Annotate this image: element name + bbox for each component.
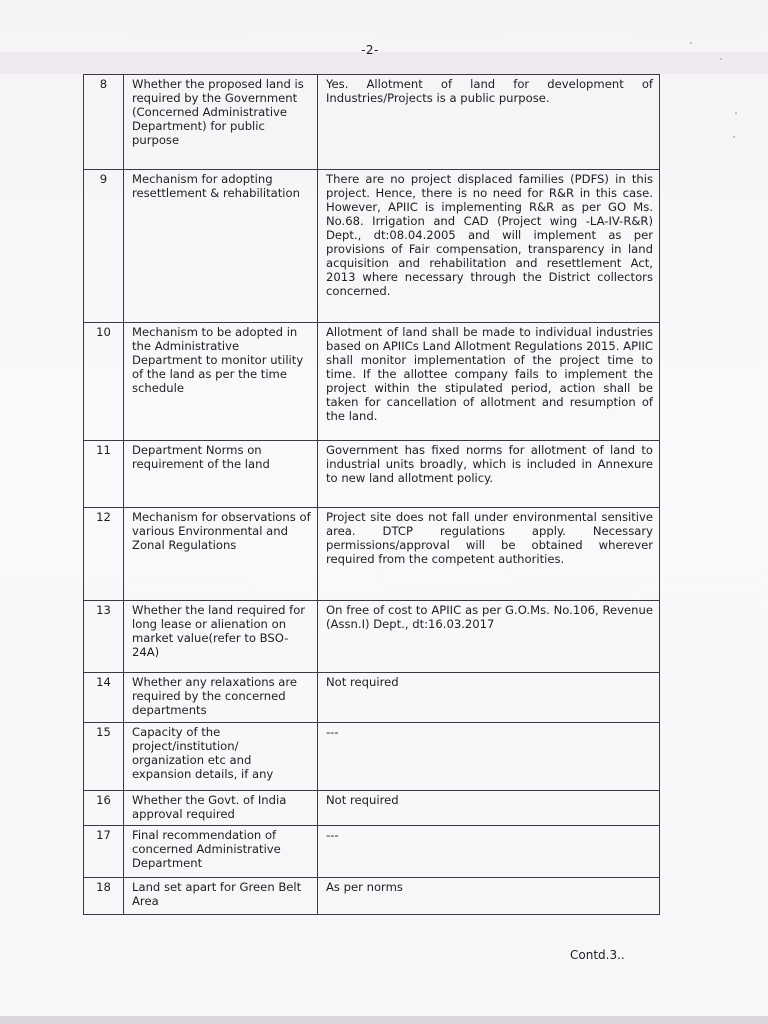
row-question: Whether the land required for long lease or alienation on market value(refer to BSO-24A)	[124, 601, 318, 673]
scan-speck	[690, 42, 692, 44]
row-number: 9	[84, 170, 124, 323]
continuation-note: Contd.3..	[570, 948, 625, 962]
row-answer: Government has fixed norms for allotment of land to industrial units broadly, which is included in Annexure to new land allotment policy.	[318, 441, 660, 508]
scan-speck	[720, 58, 722, 60]
scan-edge	[0, 1016, 768, 1024]
row-number: 16	[84, 791, 124, 826]
row-answer: Allotment of land shall be made to individual industries based on APIICs Land Allotment Regulations 2015. APIIC shall monitor implementation of the project time to time. If the allottee company fails to implement the project within the stipulated period, action shall be taken for cancellation of allotment and resumption of the land.	[318, 323, 660, 441]
details-table	[83, 74, 660, 915]
row-question: Whether any relaxations are required by the concerned departments	[124, 673, 318, 723]
row-number: 17	[84, 826, 124, 878]
table-row	[84, 723, 660, 791]
row-question: Whether the Govt. of India approval required	[124, 791, 318, 826]
row-number: 18	[84, 878, 124, 915]
table-row	[84, 826, 660, 878]
table-row	[84, 673, 660, 723]
row-answer: Yes. Allotment of land for development of Industries/Projects is a public purpose.	[318, 75, 660, 170]
table-row	[84, 508, 660, 601]
row-question: Mechanism for observations of various Environmental and Zonal Regulations	[124, 508, 318, 601]
row-question: Final recommendation of concerned Administrative Department	[124, 826, 318, 878]
row-answer: On free of cost to APIIC as per G.O.Ms. No.106, Revenue (Assn.I) Dept., dt:16.03.2017	[318, 601, 660, 673]
row-answer: ---	[318, 826, 660, 878]
row-answer: Project site does not fall under environmental sensitive area. DTCP regulations apply. Necessary permissions/approval will be obtained wherever required from the competent authorities.	[318, 508, 660, 601]
table-row	[84, 791, 660, 826]
table-row	[84, 170, 660, 323]
scan-speck	[733, 136, 735, 138]
row-number: 8	[84, 75, 124, 170]
scan-speck	[735, 112, 737, 114]
table-row	[84, 75, 660, 170]
row-question: Department Norms on requirement of the land	[124, 441, 318, 508]
row-answer: Not required	[318, 673, 660, 723]
row-answer: As per norms	[318, 878, 660, 915]
row-number: 12	[84, 508, 124, 601]
row-answer: ---	[318, 723, 660, 791]
row-number: 15	[84, 723, 124, 791]
table-row	[84, 878, 660, 915]
row-question: Whether the proposed land is required by the Government (Concerned Administrative Department) for public purpose	[124, 75, 318, 170]
row-question: Mechanism for adopting resettlement & rehabilitation	[124, 170, 318, 323]
row-question: Capacity of the project/institution/ organization etc and expansion details, if any	[124, 723, 318, 791]
page-number: -2-	[361, 43, 379, 57]
row-question: Land set apart for Green Belt Area	[124, 878, 318, 915]
table-row	[84, 323, 660, 441]
row-question: Mechanism to be adopted in the Administrative Department to monitor utility of the land as per the time schedule	[124, 323, 318, 441]
row-number: 13	[84, 601, 124, 673]
row-number: 10	[84, 323, 124, 441]
row-number: 14	[84, 673, 124, 723]
row-answer: Not required	[318, 791, 660, 826]
table-row	[84, 601, 660, 673]
row-answer: There are no project displaced families (PDFS) in this project. Hence, there is no need for R&R in this case. However, APIIC is implementing R&R as per GO Ms. No.68. Irrigation and CAD (Project wing -LA-IV-R&R) Dept., dt:08.04.2005 and will implement as per provisions of Fair compensation, transparency in land acquisition and rehabilitation and resettlement Act, 2013 where necessary through the District collectors concerned.	[318, 170, 660, 323]
row-number: 11	[84, 441, 124, 508]
table-row	[84, 441, 660, 508]
